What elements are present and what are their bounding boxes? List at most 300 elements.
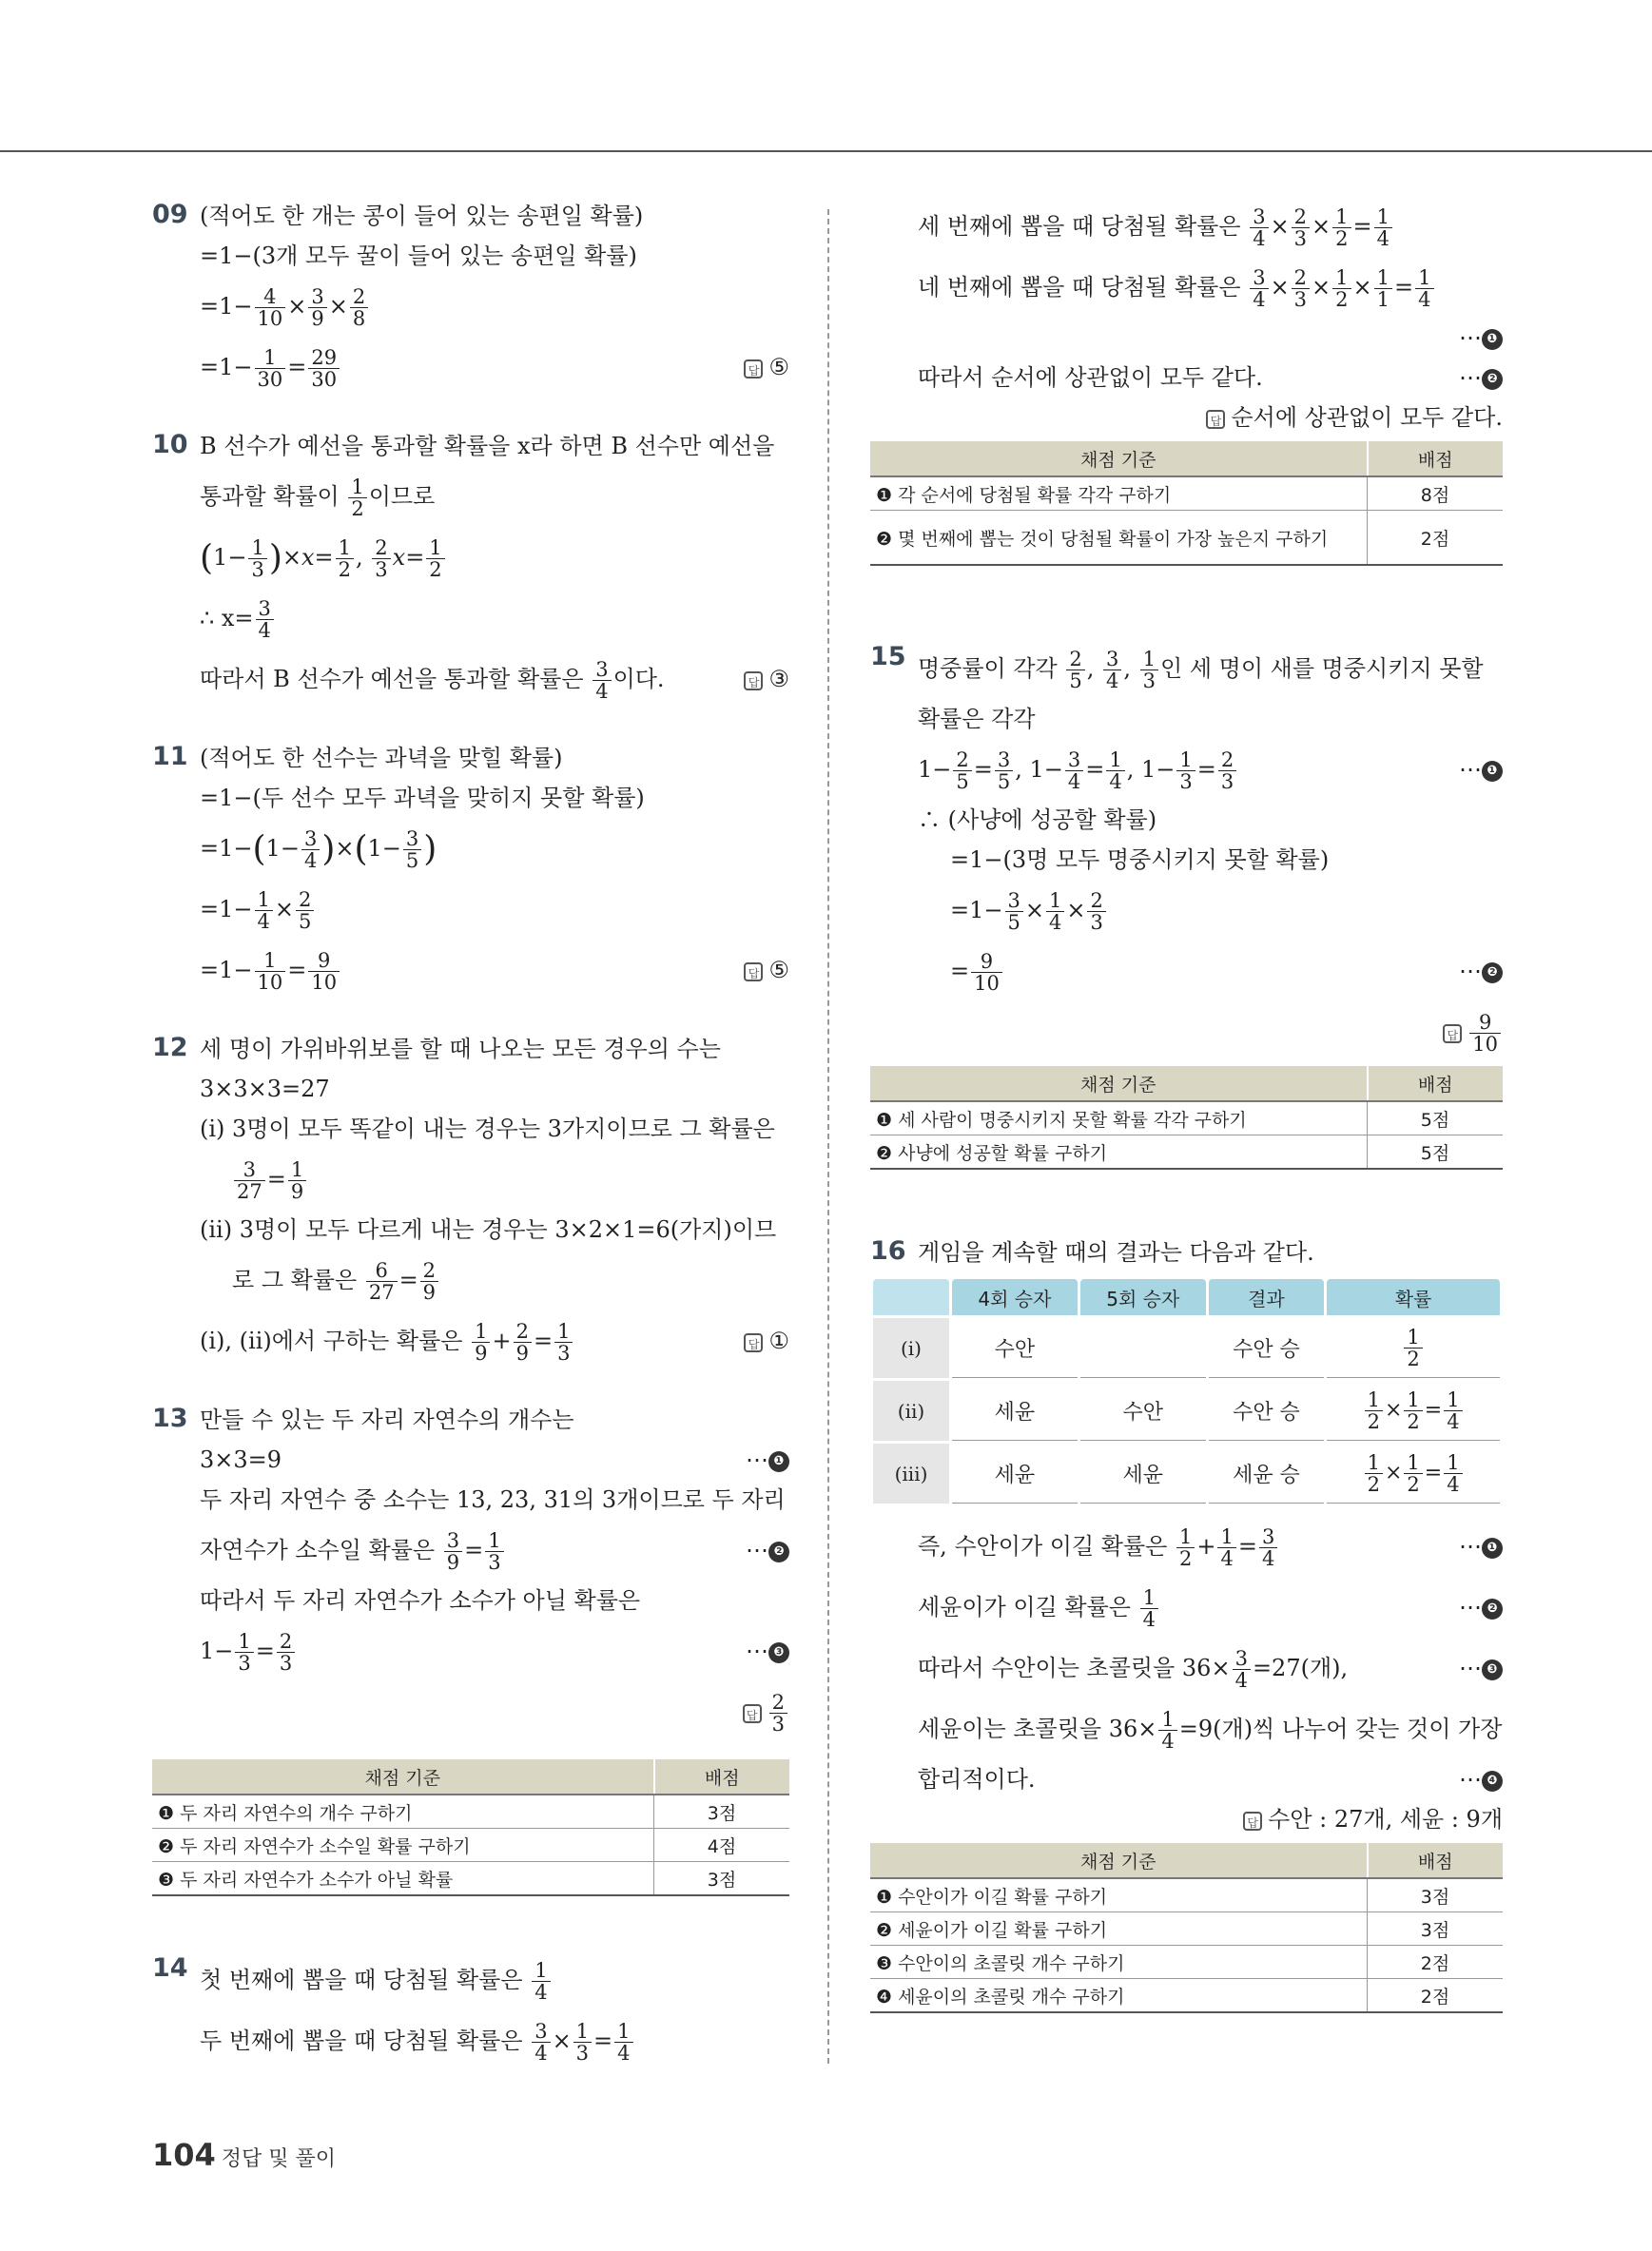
numerator: 2 [1293, 266, 1308, 289]
fraction [348, 476, 366, 519]
denominator: 9 [444, 1551, 462, 1573]
solution-line: 1− $\frac{1}{3}$ = $\frac{2}{3}$ ⋯ ❸ [200, 1624, 789, 1678]
ellipsis: ⋯ [1459, 1655, 1482, 1681]
fraction [255, 286, 286, 329]
step-mark [746, 1624, 789, 1678]
fraction [1292, 267, 1310, 310]
numerator: 1 [1407, 1325, 1420, 1349]
ellipsis: ⋯ [746, 1638, 768, 1664]
solution-line: 두 번째에 뽑을 때 당첨될 확률은 $\frac{3}{4}$ × $\frac{1}{3}$ = $\frac{1}{4}$ [200, 2014, 789, 2067]
problem-12 [152, 1033, 789, 1368]
fraction [350, 286, 368, 329]
solution-line: =1− $\frac{1}{4}$ × $\frac{2}{5}$ [200, 883, 789, 936]
text: 두 번째에 뽑을 때 당첨될 확률은 [200, 2028, 523, 2054]
denominator: 4 [1250, 288, 1268, 310]
problem-14 [152, 1953, 789, 2067]
numerator: 1 [429, 536, 442, 559]
problem-09 [152, 200, 789, 394]
denominator: 2 [426, 558, 444, 580]
step-number-icon: ❶ [768, 1451, 789, 1472]
denominator: 4 [532, 2042, 550, 2064]
solution-line: 따라서 두 자리 자연수가 소수가 아닐 확률은 [200, 1587, 641, 1614]
fraction [372, 537, 390, 580]
criterion: ❶ 수안이가 이길 확률 구하기 [870, 1878, 1368, 1912]
solution-line: =1− $\frac{1}{10}$ = $\frac{9}{10}$ 답 ⑤ [200, 943, 789, 997]
answer [1243, 1803, 1503, 1835]
table-header [873, 1279, 1500, 1315]
column-header: 결과 [1209, 1279, 1324, 1315]
table-cell [1327, 1318, 1500, 1378]
numerator: 2 [1069, 648, 1082, 670]
denominator: 3 [485, 1551, 503, 1573]
points: 3점 [654, 1862, 790, 1896]
text: 세윤이는 초콜릿을 36× [918, 1716, 1157, 1742]
denominator: 4 [1140, 1608, 1158, 1630]
fraction [1404, 1389, 1422, 1432]
table-row [870, 511, 1503, 566]
denominator: 4 [1046, 911, 1064, 933]
solution-line: 세 명이 가위바위보를 할 때 나오는 모든 경우의 수는 [200, 1036, 721, 1062]
solution-line: 게임을 계속할 때의 결과는 다음과 같다. [918, 1239, 1314, 1266]
numerator: 1 [338, 536, 351, 559]
numerator: 2 [1090, 889, 1103, 912]
fraction [1233, 1648, 1251, 1691]
paren: ( [200, 538, 214, 578]
fraction [1250, 206, 1268, 249]
fraction [1404, 1327, 1422, 1369]
ellipsis: ⋯ [1459, 958, 1482, 984]
table-header [152, 1759, 789, 1795]
table-row [873, 1318, 1500, 1378]
denominator: 1 [1374, 288, 1392, 310]
answer-icon: 답 [744, 1333, 763, 1352]
text: 로 그 확률은 [232, 1267, 358, 1293]
fraction [308, 347, 340, 390]
numerator: 1 [488, 1529, 501, 1552]
fraction [953, 749, 971, 792]
numerator: 1 [1407, 1450, 1420, 1474]
points: 3점 [654, 1795, 790, 1829]
points: 2점 [1368, 1979, 1504, 2013]
numerator: 1 [1109, 748, 1122, 771]
fraction [514, 1321, 532, 1364]
denominator: 4 [1065, 770, 1083, 792]
numerator: 1 [557, 1320, 571, 1343]
numerator: 2 [279, 1630, 293, 1653]
paren: ( [252, 829, 266, 869]
denominator: 4 [301, 849, 320, 871]
table-cell [1080, 1318, 1206, 1378]
paren: ) [321, 829, 336, 869]
numerator: 3 [595, 658, 609, 681]
answer-icon: 답 [744, 962, 763, 981]
answer-value: ⑤ [768, 957, 789, 983]
fraction [1444, 1389, 1462, 1432]
numerator: 3 [1253, 205, 1266, 228]
denominator: 2 [1176, 1547, 1195, 1569]
step-number-icon: ❶ [1482, 761, 1503, 782]
spacer [870, 1506, 1503, 1520]
column-separator [827, 209, 829, 2064]
numerator: 1 [263, 949, 277, 972]
fraction [1259, 1526, 1277, 1569]
problem-number: 12 [152, 1033, 188, 1062]
fraction [532, 2021, 550, 2064]
fraction [532, 1960, 550, 2003]
fraction [1065, 749, 1083, 792]
spacer [152, 1375, 789, 1404]
text: 3×3=9 [200, 1446, 282, 1473]
step-number-icon: ❷ [768, 1542, 789, 1562]
problem-number: 15 [870, 642, 906, 671]
numerator: 29 [311, 346, 338, 369]
denominator: 9 [514, 1342, 532, 1364]
solution-line [918, 1581, 1503, 1634]
denominator: 5 [1066, 669, 1084, 691]
text: 따라서 수안이는 초콜릿을 36× [918, 1655, 1231, 1681]
fraction [1106, 749, 1124, 792]
ellipsis: ⋯ [746, 1446, 768, 1473]
solution-line: (ⅱ) 3명이 모두 다르게 내는 경우는 3×2×1=6(가지)이므 [200, 1216, 777, 1243]
denominator: 2 [1365, 1473, 1383, 1495]
table-row [873, 1444, 1500, 1504]
table-row [152, 1795, 789, 1829]
problem-number: 10 [152, 430, 188, 459]
denominator: 4 [1217, 1547, 1235, 1569]
fraction [336, 537, 354, 580]
criterion: ❸ 두 자리 자연수가 소수가 아닐 확률 [152, 1862, 654, 1896]
header-rule [0, 150, 1652, 152]
fraction [1103, 649, 1121, 691]
denominator: 2 [1332, 288, 1351, 310]
criterion: ❸ 수안이의 초콜릿 개수 구하기 [870, 1946, 1368, 1979]
text: 이다. [612, 666, 665, 692]
fraction [1140, 649, 1158, 691]
text: 따라서 B 선수가 예선을 통과할 확률은 [200, 666, 584, 692]
criterion: ❷ 세윤이가 이길 확률 구하기 [870, 1912, 1368, 1946]
solution-line [918, 1702, 1503, 1756]
denominator: 30 [308, 368, 340, 390]
numerator: 3 [258, 597, 271, 620]
table-row [870, 1101, 1503, 1135]
solution-line: =1− $\frac{3}{5}$ × $\frac{1}{4}$ × $\frac{2}{3}$ [918, 883, 1503, 937]
table-cell: 수안 승 [1209, 1318, 1324, 1378]
table-row [152, 1829, 789, 1862]
numerator: 3 [303, 827, 318, 850]
numerator: 2 [771, 1691, 785, 1714]
problem-16-continued [870, 1520, 1503, 1835]
solution-line: (적어도 한 개는 콩이 들어 있는 송편일 확률) [200, 203, 644, 229]
fraction [1250, 267, 1268, 310]
criterion: ❶ 세 사람이 명중시키지 못할 확률 각각 구하기 [870, 1101, 1368, 1135]
paren: ) [268, 538, 282, 578]
points: 2점 [1368, 1946, 1504, 1979]
solution-line: 1− $\frac{2}{5}$ = $\frac{3}{5}$ , 1− $\frac{3}{4}$ = $\frac{1}{4}$ , 1− $\frac{1}{3}$ = $\frac{2}{3}$ ⋯ ❶ [918, 743, 1503, 796]
criterion: ❶ 각 순서에 당첨될 확률 각각 구하기 [870, 476, 1368, 511]
denominator: 4 [1415, 288, 1433, 310]
denominator: 4 [1233, 1669, 1251, 1691]
solution-line [918, 1763, 1503, 1795]
solution-line [200, 470, 789, 523]
fraction [234, 1159, 265, 1202]
answer-icon: 답 [744, 359, 763, 378]
fraction [277, 1631, 295, 1674]
numerator: 3 [1234, 1647, 1248, 1670]
solution-line: B 선수가 예선을 통과할 확률을 x라 하면 B 선수만 예선을 [200, 433, 775, 459]
row-label: (ⅱ) [873, 1381, 949, 1441]
scoring-table [870, 1066, 1503, 1170]
criterion: ❷ 몇 번째에 뽑는 것이 당첨될 확률이 가장 높은지 구하기 [870, 511, 1368, 566]
text: 네 번째에 뽑을 때 당첨될 확률은 [918, 274, 1241, 301]
spacer [870, 1170, 1503, 1236]
denominator: 10 [971, 972, 1002, 994]
denominator: 5 [403, 849, 421, 871]
solution-line: =1−(1− $\frac{3}{4}$ )×(1− $\frac{3}{5}$ ) [200, 827, 437, 872]
text: 첫 번째에 뽑을 때 당첨될 확률은 [200, 1967, 523, 1993]
problem-14-continued [870, 200, 1503, 434]
column-header-blank [873, 1279, 949, 1315]
solution-line: =1−(두 선수 모두 과녁을 맞히지 못할 확률) [200, 785, 645, 811]
spacer [152, 1004, 789, 1033]
denominator: 10 [308, 971, 340, 993]
text: 세 번째에 뽑을 때 당첨될 확률은 [918, 213, 1241, 240]
numerator: 3 [1106, 648, 1119, 670]
column-header: 5회 승자 [1080, 1279, 1206, 1315]
right-column [870, 200, 1503, 2013]
column-header: 채점 기준 [870, 1843, 1368, 1878]
table-row [870, 1912, 1503, 1946]
step-number-icon: ❶ [1482, 329, 1503, 350]
numerator: 1 [1447, 1450, 1460, 1474]
fraction [255, 347, 286, 390]
denominator: 2 [1332, 227, 1351, 249]
fraction [1332, 267, 1351, 310]
text: 통과할 확률이 [200, 483, 340, 510]
answer-icon: 답 [743, 1704, 762, 1723]
fraction [308, 950, 340, 993]
fraction [769, 1692, 787, 1735]
solution-line: ∴ (사냥에 성공할 확률) [918, 806, 1157, 833]
step-number-icon: ❶ [1482, 1538, 1503, 1559]
fraction [366, 1260, 398, 1303]
problem-number: 13 [152, 1404, 188, 1433]
table-row [873, 1381, 1500, 1441]
denominator: 5 [1005, 911, 1023, 933]
ellipsis: ⋯ [1459, 1766, 1482, 1793]
fraction [308, 286, 326, 329]
numerator: 1 [1179, 748, 1193, 771]
row-label: (ⅲ) [873, 1444, 949, 1504]
fraction [255, 950, 286, 993]
denominator: 3 [1176, 770, 1195, 792]
column-header: 4회 승자 [952, 1279, 1078, 1315]
points: 5점 [1368, 1135, 1504, 1170]
table-cell: $\frac{1}{2}$ × $\frac{1}{2}$ = $\frac{1}{4}$ [1327, 1381, 1500, 1441]
step-mark [1459, 1641, 1503, 1695]
fraction [1217, 1526, 1235, 1569]
solution-line [200, 1685, 789, 1738]
step-number-icon: ❸ [1482, 1659, 1503, 1680]
denominator: 4 [256, 619, 274, 641]
numerator: 1 [1367, 1387, 1380, 1411]
denominator: 30 [255, 368, 286, 390]
numerator: 3 [1067, 748, 1081, 771]
problem-number: 09 [152, 200, 188, 229]
step-mark [1459, 1763, 1503, 1795]
answer-icon: 답 [744, 671, 763, 690]
fraction [288, 1159, 306, 1202]
numerator: 1 [1220, 1525, 1234, 1548]
numerator: 1 [1161, 1708, 1175, 1731]
fraction [1046, 890, 1064, 933]
ellipsis: ⋯ [746, 1537, 768, 1563]
fraction [1176, 1526, 1195, 1569]
text: =27(개), [1252, 1655, 1349, 1681]
answer [744, 943, 789, 997]
column-header: 배점 [654, 1759, 790, 1795]
denominator: 3 [277, 1652, 295, 1674]
denominator: 5 [995, 770, 1013, 792]
numerator: 1 [351, 475, 364, 498]
points: 4점 [654, 1829, 790, 1862]
answer-value: ③ [768, 666, 789, 692]
denominator: 27 [234, 1180, 265, 1202]
table-header [870, 1843, 1503, 1878]
scoring-table [152, 1759, 789, 1896]
fraction [248, 537, 266, 580]
fraction [296, 889, 314, 932]
step-number-icon: ❷ [1482, 369, 1503, 390]
numerator: 1 [1376, 205, 1390, 228]
denominator: 3 [1218, 770, 1236, 792]
fraction [1444, 1452, 1462, 1495]
paren: ( [354, 829, 368, 869]
text: 즉, 수안이가 이길 확률은 [918, 1533, 1168, 1560]
numerator: 2 [375, 536, 388, 559]
solution-line: 두 자리 자연수 중 소수는 13, 23, 31의 3개이므로 두 자리 [200, 1486, 786, 1513]
numerator: 1 [251, 536, 264, 559]
fraction [593, 659, 611, 702]
step-number-icon: ❷ [1482, 1599, 1503, 1620]
numerator: 4 [263, 285, 277, 308]
denominator: 10 [255, 307, 286, 329]
numerator: 2 [298, 888, 312, 911]
denominator: 4 [1374, 227, 1392, 249]
column-header: 배점 [1368, 1843, 1504, 1878]
numerator: 1 [257, 888, 270, 911]
criterion: ❹ 세윤이의 초콜릿 개수 구하기 [870, 1979, 1368, 2013]
solution-line: =1− $\frac{1}{30}$ = $\frac{29}{30}$ 답 ⑤ [200, 340, 789, 394]
points: 3점 [1368, 1878, 1504, 1912]
problem-11 [152, 742, 789, 997]
denominator: 4 [1259, 1547, 1277, 1569]
ellipsis: ⋯ [1459, 1594, 1482, 1620]
numerator: 1 [1376, 266, 1390, 289]
points: 5점 [1368, 1101, 1504, 1135]
spacer [870, 566, 1503, 642]
numerator: 3 [405, 827, 419, 850]
problem-15 [870, 642, 1503, 1058]
fraction [426, 537, 444, 580]
solution-line [918, 1803, 1503, 1835]
table-cell: 수안 승 [1209, 1381, 1324, 1441]
numerator: 2 [515, 1320, 529, 1343]
page-label: 정답 및 풀이 [221, 2147, 337, 2171]
table-cell: 세윤 승 [1209, 1444, 1324, 1504]
step-mark [746, 1444, 789, 1476]
ellipsis: ⋯ [1459, 364, 1482, 391]
fraction [1332, 206, 1351, 249]
denominator: 4 [593, 680, 611, 702]
spacer [152, 1746, 789, 1759]
denominator: 10 [255, 971, 286, 993]
text: 세윤이가 이길 확률은 [918, 1594, 1131, 1620]
solution-line: =1−(3명 모두 명중시키지 못할 확률) [950, 846, 1330, 873]
answer-value: ① [768, 1328, 789, 1354]
solution-line [918, 1641, 1503, 1695]
denominator: 4 [255, 910, 273, 932]
denominator: 2 [1404, 1348, 1422, 1369]
fraction [1404, 1452, 1422, 1495]
fraction [1469, 1012, 1501, 1055]
denominator: 8 [350, 307, 368, 329]
step-mark [1459, 361, 1503, 394]
solution-line [918, 321, 1503, 354]
numerator: 1 [1142, 1586, 1156, 1609]
text: ∴ x= [200, 605, 254, 631]
text: (ⅰ), (ⅱ)에서 구하는 확률은 [200, 1328, 463, 1354]
numerator: 1 [238, 1630, 251, 1653]
text: 자연수가 소수일 확률은 [200, 1537, 436, 1563]
numerator: 1 [290, 1158, 304, 1181]
denominator: 9 [308, 307, 326, 329]
column-header: 채점 기준 [152, 1759, 654, 1795]
solution-line: $\frac{3}{27}$ = $\frac{1}{9}$ [200, 1153, 789, 1206]
numerator: 1 [1048, 889, 1062, 912]
denominator: 4 [1444, 1410, 1462, 1432]
solution-line: 네 번째에 뽑을 때 당첨될 확률은 $\frac{3}{4}$ × $\frac{2}{3}$ × $\frac{1}{2}$ × $\frac{1}{1}$ = $\frac{1}{4}$ [918, 261, 1503, 314]
step-number-icon: ❹ [1482, 1771, 1503, 1792]
table-row [870, 1878, 1503, 1912]
numerator: 3 [243, 1158, 257, 1181]
solution-line [200, 1953, 789, 2007]
fraction [256, 598, 274, 641]
answer-value: 수안 : 27개, 세윤 : 9개 [1268, 1806, 1503, 1833]
table-row [152, 1862, 789, 1896]
table-cell: 세윤 [952, 1381, 1078, 1441]
solution-line [200, 592, 789, 645]
table-row [870, 476, 1503, 511]
numerator: 3 [1253, 266, 1266, 289]
scoring-table [870, 441, 1503, 566]
denominator: 4 [1103, 669, 1121, 691]
numerator: 1 [475, 1320, 488, 1343]
denominator: 4 [1250, 227, 1268, 249]
numerator: 2 [1220, 748, 1234, 771]
ellipsis: ⋯ [1459, 756, 1482, 783]
fraction [995, 749, 1013, 792]
denominator: 27 [366, 1281, 398, 1303]
denominator: 2 [348, 497, 366, 519]
denominator: 10 [1469, 1033, 1501, 1055]
numerator: 2 [352, 285, 366, 308]
criterion: ❷ 사냥에 성공할 확률 구하기 [870, 1135, 1368, 1170]
denominator: 3 [573, 2042, 592, 2064]
answer [744, 1314, 789, 1368]
table-cell: 세윤 [1080, 1444, 1206, 1504]
left-column [152, 200, 789, 2075]
denominator: 5 [296, 910, 314, 932]
